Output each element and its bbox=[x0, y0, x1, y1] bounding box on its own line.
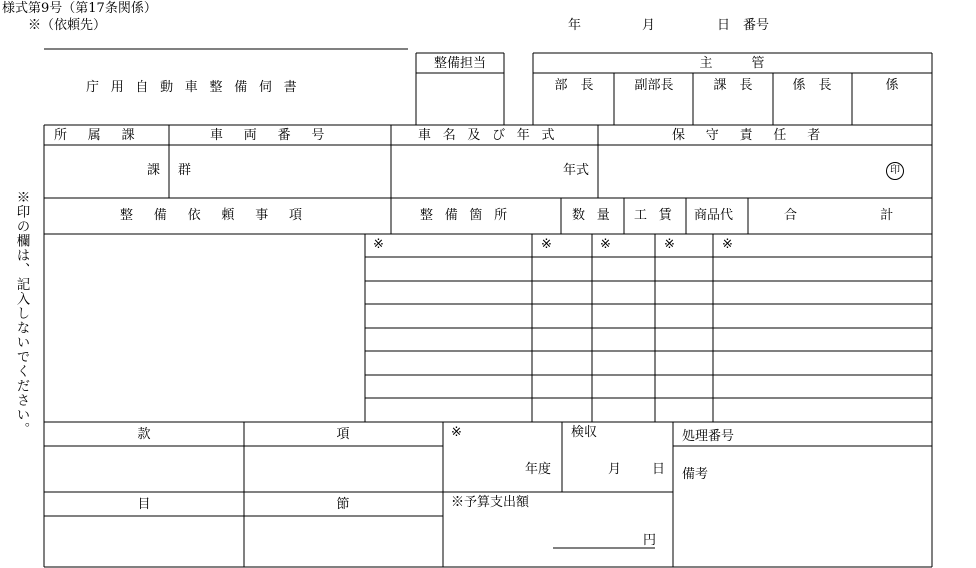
dept-suffix: 課 bbox=[147, 163, 161, 178]
total-header: 合計 bbox=[784, 208, 976, 223]
inspection-day-label: 日 bbox=[652, 462, 666, 477]
inspection-month-label: 月 bbox=[608, 462, 622, 477]
responsible-header: 保守責任者 bbox=[672, 128, 842, 143]
mark-fiscal: ※ bbox=[451, 425, 462, 440]
maintenance-staff-label: 整備担当 bbox=[433, 56, 487, 71]
role-deputy-director: 副部長 bbox=[634, 78, 674, 93]
quantity-header: 数量 bbox=[572, 208, 622, 223]
role-staff: 係 bbox=[885, 78, 899, 93]
role-director: 部 長 bbox=[554, 78, 594, 93]
form-number: 様式第9号（第17条関係） bbox=[2, 1, 157, 16]
mark-labor: ※ bbox=[600, 237, 611, 252]
year-label: 年 bbox=[568, 18, 582, 33]
remarks-label: 備考 bbox=[682, 467, 709, 482]
process-number-label: 処理番号 bbox=[682, 429, 735, 444]
budget-amount-label: ※予算支出額 bbox=[451, 495, 530, 510]
yen-label: 円 bbox=[643, 533, 657, 548]
mark-location: ※ bbox=[373, 237, 384, 252]
request-to-label: ※（依頼先） bbox=[28, 18, 107, 33]
role-section-chief: 課 長 bbox=[713, 78, 753, 93]
role-unit-chief: 係 長 bbox=[792, 78, 832, 93]
parts-header: 商品代 bbox=[694, 208, 734, 223]
request-items-header: 整備依頼事項 bbox=[120, 208, 323, 223]
moku-header: 目 bbox=[137, 497, 151, 512]
kou-header: 項 bbox=[336, 427, 350, 442]
fiscal-year-label: 年度 bbox=[525, 462, 552, 477]
mark-total: ※ bbox=[722, 237, 733, 252]
group-suffix: 群 bbox=[178, 163, 192, 178]
year-model-suffix: 年式 bbox=[563, 163, 590, 178]
dept-header: 所属課 bbox=[54, 128, 156, 143]
car-name-year-header: 車名及び年式 bbox=[418, 128, 567, 143]
side-note: ※印の欄は、記入しないでください。 bbox=[13, 190, 30, 437]
kan-header: 款 bbox=[137, 427, 151, 442]
labor-header: 工賃 bbox=[634, 208, 684, 223]
location-header: 整備箇所 bbox=[420, 208, 519, 223]
supervisor-label: 主 管 bbox=[699, 56, 765, 71]
seal-mark: 印 bbox=[886, 162, 904, 180]
mark-quantity: ※ bbox=[541, 237, 552, 252]
month-label: 月 bbox=[642, 18, 656, 33]
day-number-label: 日 番号 bbox=[717, 18, 770, 33]
inspection-label: 検収 bbox=[571, 425, 598, 440]
form-title: 庁用自動車整備伺書 bbox=[86, 80, 309, 95]
mark-parts: ※ bbox=[664, 237, 675, 252]
setsu-header: 節 bbox=[336, 497, 350, 512]
vehicle-number-header: 車両番号 bbox=[210, 128, 346, 143]
